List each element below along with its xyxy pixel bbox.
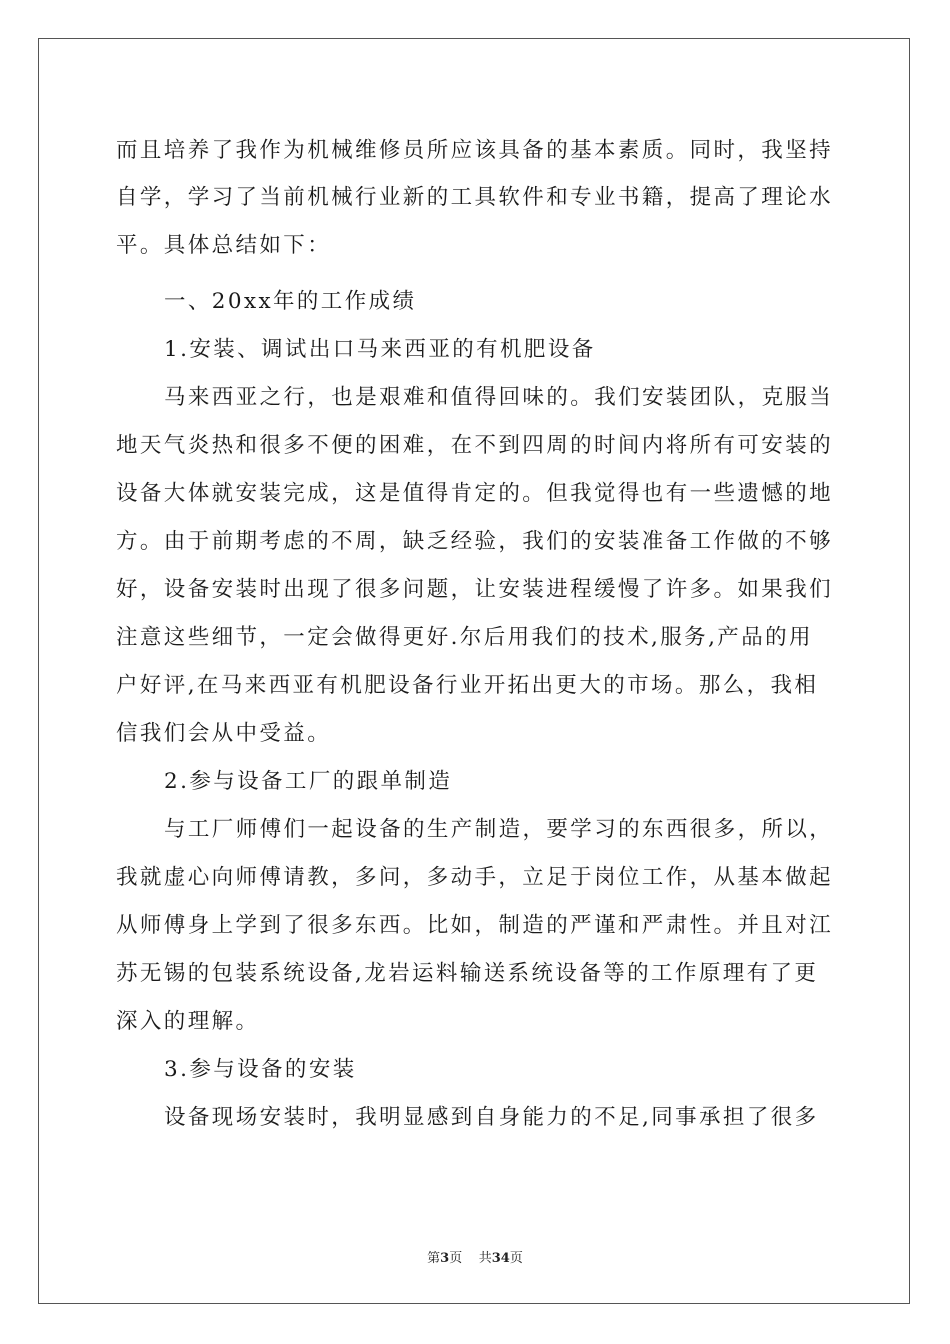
body-line: 户好评,在马来西亚有机肥设备行业开拓出更大的市场。那么，我相 bbox=[116, 673, 819, 698]
footer-total-prefix: 共 bbox=[478, 1251, 492, 1266]
footer-total-number: 34 bbox=[491, 1251, 510, 1266]
body-line: 设备现场安装时，我明显感到自身能力的不足,同事承担了很多 bbox=[164, 1105, 819, 1130]
footer-total-suffix: 页 bbox=[509, 1251, 523, 1266]
body-line: 方。由于前期考虑的不周，缺乏经验，我们的安装准备工作做的不够 bbox=[116, 529, 834, 554]
section-heading: 一、20xx年的工作成绩 bbox=[164, 289, 417, 314]
body-line: 我就虚心向师傅请教，多问，多动手，立足于岗位工作，从基本做起 bbox=[116, 865, 834, 890]
body-line: 从师傅身上学到了很多东西。比如，制造的严谨和严肃性。并且对江 bbox=[116, 913, 834, 938]
body-line: 好，设备安装时出现了很多问题，让安装进程缓慢了许多。如果我们 bbox=[116, 577, 834, 602]
subsection-heading: 1.安装、调试出口马来西亚的有机肥设备 bbox=[164, 337, 596, 362]
body-line: 苏无锡的包装系统设备,龙岩运料输送系统设备等的工作原理有了更 bbox=[116, 961, 819, 986]
footer-page-prefix: 第 bbox=[427, 1251, 441, 1266]
body-line: 信我们会从中受益。 bbox=[116, 721, 332, 746]
footer-page-number: 3 bbox=[440, 1251, 450, 1266]
body-line: 注意这些细节，一定会做得更好.尔后用我们的技术,服务,产品的用 bbox=[116, 625, 813, 650]
subsection-heading: 3.参与设备的安装 bbox=[164, 1057, 357, 1082]
subsection-heading: 2.参与设备工厂的跟单制造 bbox=[164, 769, 453, 794]
page-footer bbox=[0, 1250, 950, 1268]
footer-page-suffix: 页 bbox=[449, 1251, 463, 1266]
body-line: 平。具体总结如下： bbox=[116, 233, 332, 258]
body-line: 自学，学习了当前机械行业新的工具软件和专业书籍，提高了理论水 bbox=[116, 185, 834, 210]
body-line: 地天气炎热和很多不便的困难，在不到四周的时间内将所有可安装的 bbox=[116, 433, 834, 458]
body-line: 深入的理解。 bbox=[116, 1009, 260, 1034]
body-line: 而且培养了我作为机械维修员所应该具备的基本素质。同时，我坚持 bbox=[116, 138, 834, 163]
body-line: 与工厂师傅们一起设备的生产制造，要学习的东西很多，所以， bbox=[164, 817, 834, 842]
body-line: 马来西亚之行，也是艰难和值得回味的。我们安装团队，克服当 bbox=[164, 385, 834, 410]
body-line: 设备大体就安装完成，这是值得肯定的。但我觉得也有一些遗憾的地 bbox=[116, 481, 834, 506]
